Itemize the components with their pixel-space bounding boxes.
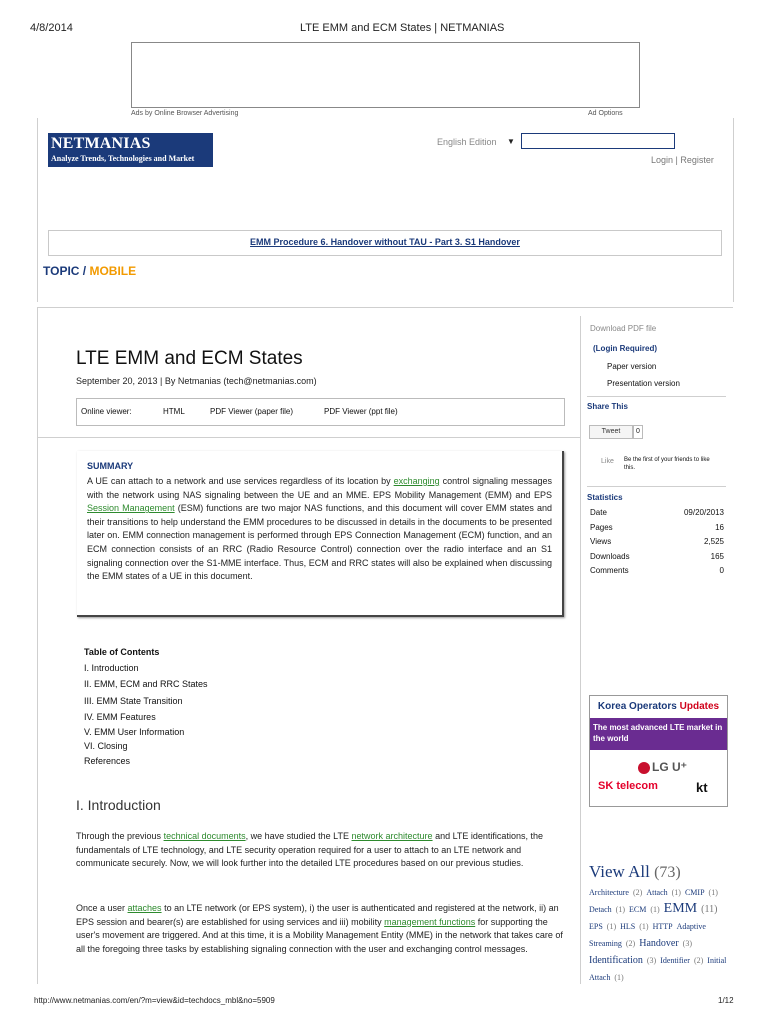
page-title: LTE EMM and ECM States <box>76 348 303 369</box>
topic-mobile-link[interactable]: MOBILE <box>89 264 137 278</box>
header-divider <box>37 437 581 438</box>
toc-item[interactable]: References <box>84 756 131 766</box>
print-date: 4/8/2014 <box>30 22 73 34</box>
related-article-link[interactable]: EMM Procedure 6. Handover without TAU - Part 3. S1 Handover <box>250 237 520 247</box>
section-heading-introduction: I. Introduction <box>76 797 161 813</box>
lgu-logo-icon <box>638 762 650 774</box>
tag-link[interactable]: CMIP <box>684 888 705 897</box>
link-separator: | <box>675 155 678 165</box>
management-functions-link[interactable]: management functions <box>384 916 476 927</box>
tag-link[interactable]: HLS <box>620 922 636 931</box>
tag-link[interactable]: Initial Attach <box>589 956 727 982</box>
page-number: 1/12 <box>718 996 734 1005</box>
toc-item[interactable]: III. EMM State Transition <box>84 696 183 706</box>
netmanias-logo[interactable] <box>48 133 213 167</box>
session-management-link[interactable]: Session Management <box>87 503 175 514</box>
topic-breadcrumb <box>43 264 136 278</box>
toc-item[interactable]: V. EMM User Information <box>84 727 185 737</box>
viewer-html-link[interactable]: HTML <box>163 407 185 416</box>
login-required-link[interactable]: (Login Required) <box>593 344 657 353</box>
login-link[interactable]: Login <box>651 155 674 165</box>
tag-link[interactable]: Detach <box>589 905 612 914</box>
kt-logo: kt <box>696 780 708 795</box>
register-link[interactable]: Register <box>680 155 714 165</box>
tag-link[interactable]: Attach <box>646 888 668 897</box>
view-all-link[interactable]: View All (73) <box>589 862 681 881</box>
toc-item[interactable]: VI. Closing <box>84 741 128 751</box>
summary-heading: SUMMARY <box>87 461 134 471</box>
ad-banner[interactable] <box>131 42 640 108</box>
account-links <box>651 155 714 165</box>
presentation-version-link[interactable]: Presentation version <box>607 379 680 388</box>
toc-title: Table of Contents <box>84 647 160 657</box>
article-byline: September 20, 2013 | By Netmanias (tech@netmanias.com) <box>76 376 317 386</box>
korea-operators-ad[interactable] <box>589 695 728 807</box>
frame-left-top <box>37 118 38 302</box>
tweet-count: 0 <box>633 425 643 439</box>
topic-label: TOPIC / <box>43 264 87 278</box>
network-architecture-link[interactable]: network architecture <box>351 831 433 841</box>
tag-link[interactable]: Identification <box>589 955 643 966</box>
technical-documents-link[interactable]: technical documents <box>163 831 246 841</box>
tag-cloud: Architecture (2) Attach (1) CMIP (1) Detach (1) ECM (1) EMM (11) EPS (1) HLS (1) HTTP Adaptive Streaming (2) Handover (3) Identification (3) Identifier (2) Initial Attach (1) <box>589 888 727 982</box>
toc-item[interactable]: IV. EMM Features <box>84 712 156 722</box>
tag-link[interactable]: Architecture <box>589 888 629 897</box>
tag-link[interactable]: EPS <box>589 922 603 931</box>
tag-link[interactable]: ECM <box>628 905 647 914</box>
ad-caption: Ads by Online Browser Advertising <box>131 110 239 117</box>
topic-divider <box>37 307 733 308</box>
viewer-label: Online viewer: <box>81 407 132 416</box>
like-button[interactable]: Like <box>601 458 614 465</box>
intro-paragraph-1: Through the previous technical documents, we have studied the LTE network architecture and LTE identifications, the fundamentals of LTE technology, and LTE security operation required for a user to attach to an LTE network and communicate securely. Now, we will look further into the detailed LTE procedures based on our previous studies. <box>76 831 543 868</box>
intro-paragraph-2: Once a user attaches to an LTE network (or EPS system), i) the user is authenticated and registered at the network, ii) an EPS session and bearer(s) are established for using services and iii) mobility management functions for supporting the user's movement are triggered. And at this time, it is a Mobility Management Entity (MME) in the network that takes care of all the foregoing three tasks by establishing signaling connection with the user and exchanging control messages. <box>76 903 563 954</box>
print-title: LTE EMM and ECM States | NETMANIAS <box>300 22 505 34</box>
toc-item[interactable]: II. EMM, ECM and RRC States <box>84 679 208 689</box>
statistics-table <box>590 508 724 581</box>
toc-item[interactable]: I. Introduction <box>84 663 139 673</box>
ad-title: Korea Operators Updates <box>597 701 720 712</box>
tag-link[interactable]: Identifier <box>660 956 690 965</box>
stats-row: Date 09/20/2013 <box>590 508 724 517</box>
frame-right-top <box>733 118 734 302</box>
summary-text: A UE can attach to a network and use services regardless of its location by exchanging control signaling messages with the network using NAS signaling between the UE and an MME. EPS Mobility Management (EMM) and EPS Session Management (ESM) functions are two major NAS functions, and this document will cover EMM states and their transitions to help understand the EMM procedures to be discussed in details in the documents to be presented later on. EMM connection management is performed through EPS Connection Management (ECM) function, and an ECM connection consists of an RRC (Radio Resource Control) connection over the radio interface and an S1 signaling connection over the S1-MME interface. Thus, ECM and RRC states will also be explained when discussing the EMM states of a UE in this document. <box>87 476 553 582</box>
attaches-link[interactable]: attaches <box>127 903 162 913</box>
frame-left <box>37 307 38 984</box>
paper-version-link[interactable]: Paper version <box>607 362 657 371</box>
sk-telecom-logo: SK telecom <box>598 780 658 792</box>
tweet-button[interactable]: Tweet <box>589 425 633 439</box>
like-text: Be the first of your friends to like this. <box>624 457 710 471</box>
tag-link[interactable]: Adaptive Streaming <box>589 922 706 948</box>
stats-row: Views 2,525 <box>590 537 724 546</box>
chevron-down-icon[interactable]: ▼ <box>507 137 515 146</box>
download-pdf-label: Download PDF file <box>590 324 657 333</box>
ad-options-link[interactable]: Ad Options <box>588 110 623 117</box>
lgu-logo: LG U⁺ <box>638 760 687 774</box>
stats-row: Comments 0 <box>590 566 724 575</box>
exchanging-link[interactable]: exchanging <box>393 476 440 486</box>
related-article-banner <box>48 230 722 256</box>
stats-row: Downloads 165 <box>590 551 724 561</box>
statistics-heading: Statistics <box>587 493 623 502</box>
share-this-heading: Share This <box>587 402 628 411</box>
sidebar-divider <box>587 396 726 397</box>
tag-link[interactable]: EMM <box>663 901 698 916</box>
edition-select[interactable]: English Edition <box>437 137 497 147</box>
summary-box <box>77 451 564 617</box>
frame-divider <box>580 316 581 984</box>
sidebar-divider <box>587 486 726 487</box>
online-viewer-bar <box>76 398 565 426</box>
logo-subtitle: Analyze Trends, Technologies and Market <box>51 154 195 163</box>
logo-title: NETMANIAS <box>51 135 151 152</box>
footer-url: http://www.netmanias.com/en/?m=view&id=techdocs_mbl&no=5909 <box>34 996 275 1005</box>
stats-row: Pages 16 <box>590 522 724 532</box>
viewer-pdf-ppt-link[interactable]: PDF Viewer (ppt file) <box>324 407 398 416</box>
search-input[interactable] <box>521 133 675 149</box>
tag-link[interactable]: HTTP <box>652 922 673 931</box>
viewer-pdf-paper-link[interactable]: PDF Viewer (paper file) <box>210 407 293 416</box>
ad-tagline: The most advanced LTE market in the world <box>590 718 727 750</box>
tag-link[interactable]: Handover <box>639 938 679 949</box>
